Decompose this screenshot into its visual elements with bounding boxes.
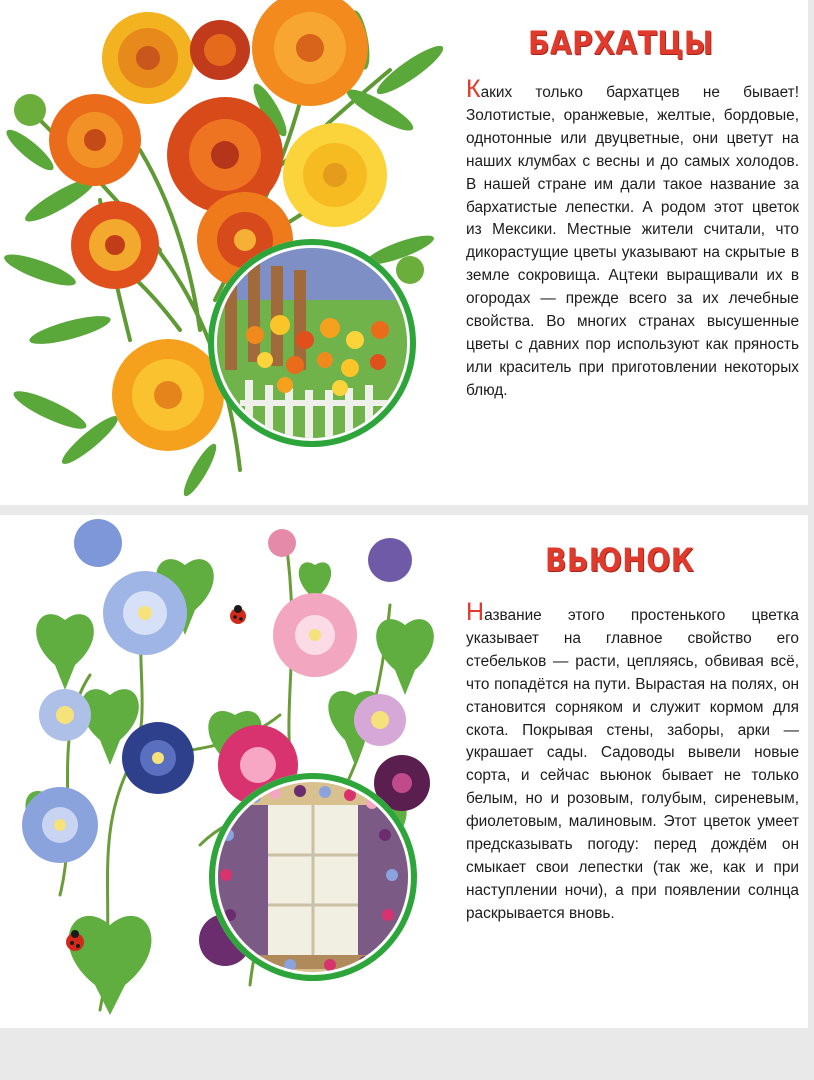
bindweed-card: [0, 515, 808, 1028]
marigold-illustration: [0, 0, 460, 505]
marigold-dropcap: К: [466, 75, 481, 103]
marigold-description-text: аких только бархатцев не бывает! Золотистые, оранжевые, желтые, бордовые, однотонные или двуцветные, они цветут на наших клумбах с весны и до самых холодов. В нашей стране им дали такое название за бархатистые лепестки. А родом этот цветок из Мексики. Местные жители считали, что дикорастущие цветы указывают на скрытые в земле сокровища. Ацтеки выращивали их в огородах — прежде всего за их лечебные свойства. Во многих странах высушенные цветы с давних пор используют как пряность или краситель при приготовлении некоторых блюд.: [466, 84, 799, 399]
marigold-description: [466, 75, 799, 403]
marigold-title: БАРХАТЦЫ: [528, 24, 714, 62]
bindweed-illustration: [0, 515, 460, 1028]
bindweed-title: ВЬЮНОК: [545, 541, 695, 579]
bindweed-dropcap: Н: [466, 598, 485, 626]
marigold-card: [0, 0, 808, 505]
bindweed-description: [466, 598, 799, 926]
ladybug-icon: [230, 605, 246, 624]
bindweed-description-text: азвание этого простенького цветка указывает на главное свойство его стебельков — расти, цепляясь, обвивая всё, что попадётся на пути. Вырастая на полях, он становится сорняком и служит кормом для скота. Покрывая стены, заборы, арки — украшает сады. Садоводы вывели новые сорта, и сейчас вьюнок бывает не только белым, но и розовым, голубым, сиреневым, фиолетовым, малиновым. Этот цветок умеет предсказывать погоду: перед дождём он смыкает свои лепестки (так же, как и при наступлении ночи), а при появлении солнца раскрывается вновь.: [466, 607, 799, 922]
